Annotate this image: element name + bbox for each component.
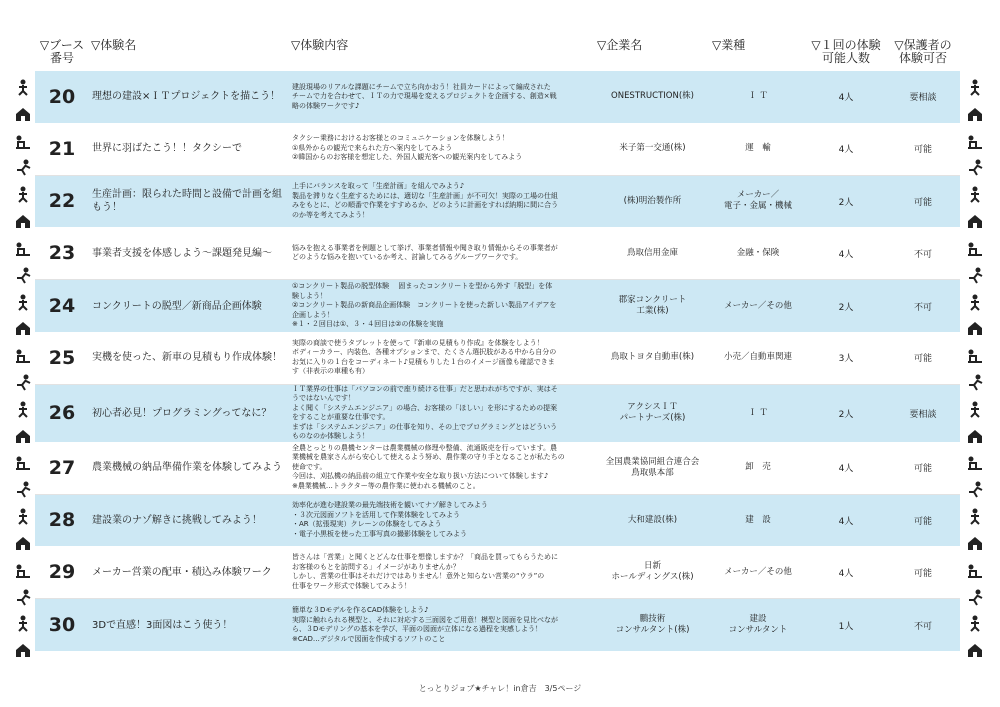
industry-text: 建 設: [745, 514, 771, 525]
capacity: [806, 546, 886, 598]
shelf-icon: [14, 319, 32, 337]
company-name: [595, 494, 710, 546]
experience-name-text: 3Dで直感！3面図はこう使う！: [92, 619, 233, 631]
experience-name: [89, 494, 289, 546]
walker-icon: [966, 373, 984, 391]
guardian-allowed-text: 可能: [913, 516, 932, 527]
left-decoration-column: [10, 78, 36, 668]
industry: [710, 442, 806, 494]
booth-number-text: 23: [48, 242, 76, 265]
guardian-allowed: [886, 442, 960, 494]
experience-content: [289, 71, 595, 123]
industry-text: 運 輸: [745, 143, 771, 154]
booth-number: [35, 227, 89, 279]
wheelchair-icon: [14, 185, 32, 203]
bus-icon: [966, 400, 984, 418]
company-name: [595, 442, 710, 494]
header-content: ▽体験内容: [291, 38, 349, 52]
booth-number: [35, 175, 89, 227]
experience-content: [289, 384, 595, 442]
table-row: [35, 599, 960, 651]
heart-hands-icon: [966, 561, 984, 579]
experience-name-text: 初心者必見！プログラミングってなに？: [92, 407, 272, 419]
standing-child-icon: [966, 480, 984, 498]
desk-icon: [966, 293, 984, 311]
guardian-allowed: [886, 494, 960, 546]
industry: [710, 175, 806, 227]
industry: [710, 599, 806, 651]
company-name-text: 全国農業協同組合連合会 鳥取県本部: [605, 456, 700, 478]
company-name: [595, 123, 710, 175]
experience-content: [289, 599, 595, 651]
industry: [710, 71, 806, 123]
industry: [710, 280, 806, 332]
experience-content-text: タクシー乗務におけるお客様とのコミュニケーションを体験しよう！ ①県外からの観光で来られた方へ案内をしてみよう ②韓国からのお客様を想定した、外国人観光客への観光案内をしてみよう: [292, 134, 523, 162]
wheelchair-icon: [966, 507, 984, 525]
industry-text: 小売／自動車関連: [723, 352, 792, 363]
heart-hands-icon: [14, 239, 32, 257]
guardian-allowed-text: 可能: [913, 145, 932, 156]
booth-schedule-sheet: [35, 35, 960, 651]
table-row: [35, 280, 960, 332]
table-row: [35, 123, 960, 175]
experience-content-text: 簡単な３Dモデルを作るCAD体験をしよう♪ 実際に触れられる模型と、それに対応する三面図をご用意！模型と図面を見比べなが ら、３Dモデリングの基本を学び、平面の図面が立体になる過程を実感しよう！ ※CAD…デジタルで図面を作成するソフトのこと: [292, 606, 558, 643]
experience-name: [89, 175, 289, 227]
family-icon: [966, 588, 984, 606]
patient-icon: [14, 480, 32, 498]
patient-icon: [966, 266, 984, 284]
company-name-text: 日新 ホールディングス(株): [611, 561, 694, 583]
capacity: [806, 71, 886, 123]
table-body: [35, 71, 960, 651]
person-icon: [966, 158, 984, 176]
guardian-allowed: [886, 280, 960, 332]
industry-text: 卸 売: [745, 462, 771, 473]
desk-icon: [14, 507, 32, 525]
capacity-text: 2人: [838, 197, 854, 208]
header-company: ▽企業名: [597, 38, 643, 52]
company-name: [595, 71, 710, 123]
experience-content-text: ＩＴ業界の仕事は「パソコンの前で座り続ける仕事」だと思われがちですが、実はそ うではないんです！ よく聞く「システムエンジニア」の場合、お客様の「ほしい」を形にするための提案 をすることが重要な仕事です。 まずは「システムエンジニア」の仕事を知り、その上でプログラミングとはどういう ものなのか体験しよう！: [292, 384, 558, 441]
experience-content-text: 建設現場のリアルな課題にチームで立ち向かおう！社員カードによって編成された チームで力を合わせて、ＩＴの力で現場を変えるプロジェクトを企画する、創造×戦 略の体験ワークです♪: [292, 82, 557, 110]
reader-icon: [966, 319, 984, 337]
booth-table: [35, 35, 960, 651]
company-name: [595, 332, 710, 384]
booth-number: [35, 280, 89, 332]
experience-name: [89, 384, 289, 442]
company-name-text: 郡家コンクリート 工業(株): [618, 295, 687, 317]
kids-circle-icon: [966, 212, 984, 230]
guardian-allowed-text: 不可: [913, 621, 932, 632]
right-decoration-column: [962, 78, 988, 668]
walker-icon: [14, 588, 32, 606]
industry-text: Ｉ Ｔ: [748, 407, 768, 418]
guardian-allowed: [886, 332, 960, 384]
experience-name: [89, 332, 289, 384]
capacity: [806, 494, 886, 546]
experience-name-text: 建設業のナゾ解きに挑戦してみよう！: [92, 514, 262, 526]
industry: [710, 332, 806, 384]
reader-icon: [14, 534, 32, 552]
capacity: [806, 280, 886, 332]
guardian-allowed: [886, 384, 960, 442]
guardian-allowed-text: 可能: [913, 464, 932, 475]
company-name-text: (株)明治製作所: [623, 195, 682, 206]
industry-text: メーカー／ 電子・金属・機械: [723, 190, 792, 212]
table-row: [35, 175, 960, 227]
page-footer: とっとりジョブ★チャレ！in倉吉 3/5ページ: [418, 684, 582, 693]
crawl-icon: [14, 641, 32, 659]
capacity-text: 2人: [838, 302, 854, 313]
industry-text: メーカー／その他: [724, 300, 792, 311]
swing-icon: [966, 78, 984, 96]
experience-content-text: 効率化が進む建設業の最先端技術を観いてナゾ解きしてみよう ・３次元図面ソフトを活用して作業体験をしてみよう ・AR（拡張現実）クレーンの体験をしてみよう ・電子小黒板を使った工事写真の撮影体験をしてみよう: [292, 501, 488, 538]
guardian-allowed-text: 可能: [913, 354, 932, 365]
swing-icon: [14, 78, 32, 96]
guardian-allowed: [886, 71, 960, 123]
company-name: [595, 227, 710, 279]
goat-icon: [14, 105, 32, 123]
table-row: [35, 546, 960, 598]
experience-content-text: ①コンクリート製品の脱型体験 固まったコンクリートを型から外す「脱型」を体 験しよう！ ②コンクリート製品の新商品企画体験 コンクリートを使った新しい製品アイデアを 企画しよう！ ※１・２回目は①、３・４回目は②の体験を実施: [292, 282, 557, 329]
acrobat-icon: [966, 185, 984, 203]
company-name-text: 大和建設(株): [627, 514, 678, 525]
industry: [710, 546, 806, 598]
experience-content: [289, 175, 595, 227]
booth-number: [35, 546, 89, 598]
capacity-text: 4人: [838, 516, 854, 527]
experience-name: [89, 442, 289, 494]
company-name-text: 鳥取信用金庫: [626, 247, 678, 258]
company-name-text: アクシスＩＴ パートナーズ(株): [619, 402, 686, 424]
company-name-text: ONESTRUCTION(株): [611, 91, 694, 102]
experience-content-text: 皆さんは「営業」と聞くとどんな仕事を想像しますか？「商品を買ってもらうために お客様のもとを訪問する」イメージがありませんか？ しかし、営業の仕事はそれだけではありません！意外と知らない営業の“ウラ”の 仕事をワーク形式で体験してみよう！: [292, 553, 558, 590]
guardian-allowed-text: 要相談: [909, 93, 937, 104]
experience-content: [289, 332, 595, 384]
experience-content: [289, 494, 595, 546]
capacity-text: 1人: [838, 621, 854, 632]
experience-name: [89, 280, 289, 332]
capacity: [806, 442, 886, 494]
cart-icon: [966, 346, 984, 364]
industry-text: メーカー／その他: [724, 566, 792, 577]
capacity-text: 4人: [838, 464, 854, 475]
company-name-text: 米子第一交通(株): [619, 143, 686, 154]
table-row: [35, 384, 960, 442]
family-icon: [14, 266, 32, 284]
capacity: [806, 123, 886, 175]
capacity: [806, 384, 886, 442]
paint-icon: [14, 212, 32, 230]
capacity-text: 4人: [838, 249, 854, 260]
industry-text: 金融・保険: [736, 247, 780, 258]
shelf-icon: [966, 132, 984, 150]
experience-name-text: 世界に羽ばたこう！！タクシーで: [92, 143, 242, 155]
header-capacity: ▽１回の体験 可能人数: [811, 38, 881, 65]
industry-text: Ｉ Ｔ: [748, 91, 768, 102]
teacher-icon: [966, 239, 984, 257]
experience-name: [89, 599, 289, 651]
table-row: [35, 494, 960, 546]
capacity: [806, 599, 886, 651]
company-name: [595, 175, 710, 227]
experience-content-text: 全農とっとりの農機センターは農業機械の修理や整備、流通販売を行っています。農 業機械を農家さんがら安心して使えるよう努め、農作業の守り手となることが私たちの 使命です。 今回は、刈払機の納品前の組立て作業や安全な取り扱い方法について体験します♪ ※農業機械…トラクター等の農作業に使われる機械のこと。: [292, 443, 565, 490]
company-name: [595, 384, 710, 442]
experience-content: [289, 442, 595, 494]
table-row: [35, 227, 960, 279]
booth-number: [35, 71, 89, 123]
experience-name-text: 事業者支援を体感しよう〜課題発見編〜: [92, 247, 272, 259]
flying-icon: [14, 132, 32, 150]
booth-number: [35, 494, 89, 546]
experience-name-text: コンクリートの脱型／新商品企画体験: [92, 300, 262, 312]
capacity-text: 4人: [838, 93, 854, 104]
company-name: [595, 280, 710, 332]
header-row: [35, 35, 960, 71]
guardian-allowed: [886, 227, 960, 279]
person-icon: [14, 373, 32, 391]
experience-content: [289, 280, 595, 332]
guardian-allowed: [886, 123, 960, 175]
capacity: [806, 175, 886, 227]
house-icon: [14, 293, 32, 311]
guardian-allowed-text: 要相談: [909, 409, 937, 420]
house-icon: [966, 614, 984, 632]
capacity-text: 3人: [838, 354, 854, 365]
booth-number-text: 26: [48, 402, 76, 425]
company-name: [595, 546, 710, 598]
table-row: [35, 71, 960, 123]
industry: [710, 384, 806, 442]
industry-text: 建設 コンサルタント: [728, 614, 788, 636]
capacity-text: 4人: [838, 568, 854, 579]
booth-number-text: 25: [48, 346, 76, 369]
shelf-icon: [966, 641, 984, 659]
header-industry: ▽業種: [712, 38, 746, 52]
booth-number: [35, 599, 89, 651]
capacity-text: 4人: [838, 145, 854, 156]
paint-icon: [966, 534, 984, 552]
experience-name-text: 農業機械の納品準備作業を体験してみよう: [92, 462, 282, 474]
guardian-allowed-text: 不可: [913, 302, 932, 313]
experience-name: [89, 227, 289, 279]
experience-content-text: 実際の商談で使うタブレットを使って『新車の見積もり作成』を体験をしよう！ ボディーカラー、内装色、各種オプションまで、たくさん選択肢がある中から自分の お気に入りの１台をコーディネート♪見積もりした１台のイメージ画像も確認できま す（非表示の車種も有）: [292, 338, 557, 376]
header-guardian: ▽保護者の 体験可否: [894, 38, 952, 65]
flying-icon: [966, 453, 984, 471]
booth-number-text: 20: [48, 85, 76, 108]
header-name: ▽体験名: [91, 38, 137, 52]
guardian-allowed: [886, 599, 960, 651]
guardian-allowed: [886, 546, 960, 598]
table-row: [35, 332, 960, 384]
company-name-text: 鳥取トヨタ自動車(株): [610, 352, 695, 363]
booth-number-text: 22: [48, 190, 76, 213]
booth-number-text: 27: [48, 456, 76, 479]
booth-number-text: 29: [48, 561, 76, 584]
cart-icon: [14, 561, 32, 579]
capacity: [806, 227, 886, 279]
booth-number: [35, 442, 89, 494]
kids-circle-icon: [14, 427, 32, 445]
booth-number: [35, 384, 89, 442]
child-running-icon: [14, 346, 32, 364]
acrobat-icon: [14, 400, 32, 418]
company-name-text: 鵬技術 コンサルタント(株): [615, 614, 690, 636]
header-booth: ▽ブース 番号: [39, 38, 85, 65]
booth-number: [35, 332, 89, 384]
experience-content: [289, 546, 595, 598]
guardian-allowed-text: 不可: [913, 249, 932, 260]
booth-number-text: 30: [48, 614, 76, 637]
table-row: [35, 442, 960, 494]
experience-name: [89, 71, 289, 123]
experience-content: [289, 227, 595, 279]
company-name: [595, 599, 710, 651]
guardian-allowed-text: 可能: [913, 197, 932, 208]
experience-name-text: メーカー営業の配車・積込み体験ワーク: [92, 566, 272, 578]
bus-icon: [14, 614, 32, 632]
standing-child-icon: [14, 158, 32, 176]
industry: [710, 227, 806, 279]
capacity-text: 2人: [838, 409, 854, 420]
guardian-allowed-text: 可能: [913, 568, 932, 579]
experience-content-text: 悩みを抱える事業者を例題として挙げ、事業者情報や聞き取り情報からその事業者が どのような悩みを抱いているか考え、討論してみるグループワークです。: [292, 243, 558, 262]
industry: [710, 123, 806, 175]
industry: [710, 494, 806, 546]
experience-name: [89, 123, 289, 175]
teacher-icon: [14, 453, 32, 471]
guardian-allowed: [886, 175, 960, 227]
booth-number-text: 24: [48, 295, 76, 318]
booth-number-text: 21: [48, 137, 76, 160]
booth-number: [35, 123, 89, 175]
experience-name-text: 生産計画：限られた時間と設備で計画を組もう！: [92, 189, 282, 214]
booth-number-text: 28: [48, 509, 76, 532]
experience-name-text: 実機を使った、新車の見積もり作成体験！: [92, 352, 282, 364]
crawl-icon: [966, 427, 984, 445]
experience-content: [289, 123, 595, 175]
house-icon: [966, 105, 984, 123]
capacity: [806, 332, 886, 384]
experience-content-text: 上手にバランスを取って「生産計画」を組んでみよう♪ 製品を滞りなく生産するためには、適切な「生産計画」が不可欠！実際の工場の仕組 みをもとに、どの順番で作業をすすめるか、どのように計画をすれば納期に間に合う のか等を考えてみよう！: [292, 182, 559, 219]
experience-name: [89, 546, 289, 598]
experience-name-text: 理想の建設×ＩＴプロジェクトを描こう！: [92, 91, 281, 103]
